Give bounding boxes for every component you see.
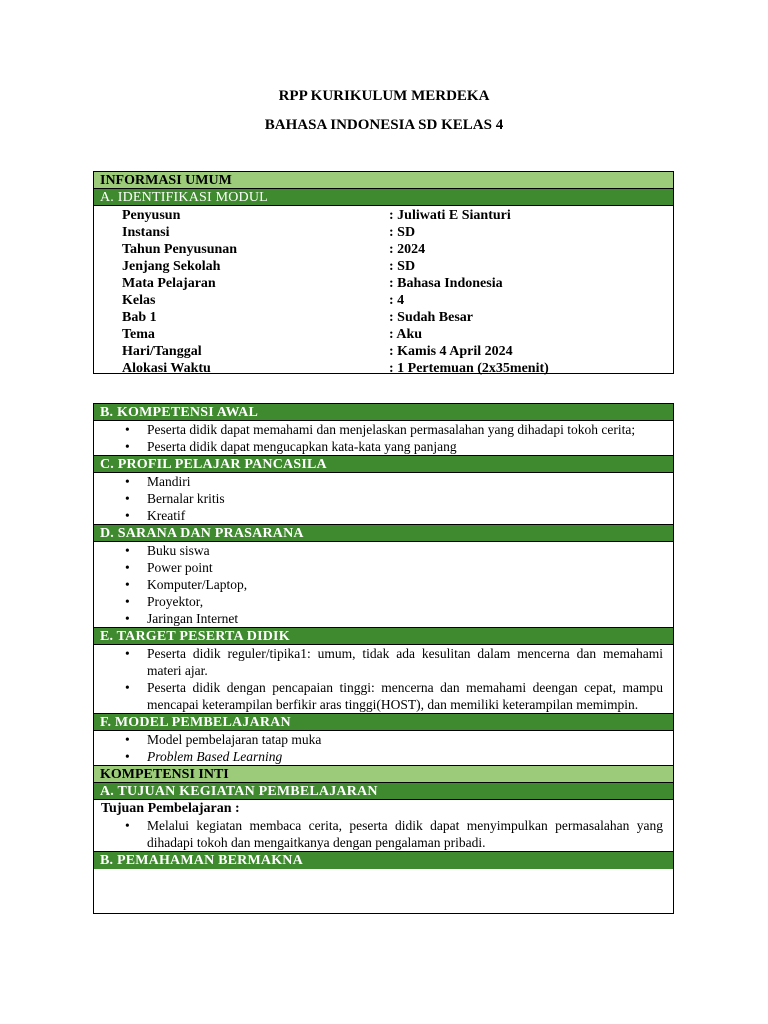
profil-pancasila-body <box>94 473 673 525</box>
ident-label: Bab 1 <box>122 310 157 325</box>
ident-label: Tahun Penyusunan <box>122 242 238 257</box>
bullet-icon: • <box>125 818 130 833</box>
ident-label: Kelas <box>122 293 156 308</box>
tujuan-pembelajaran-label: Tujuan Pembelajaran : <box>101 801 240 816</box>
ident-row <box>122 360 662 377</box>
ident-row <box>122 343 662 360</box>
tujuan-kegiatan-header: A. TUJUAN KEGIATAN PEMBELAJARAN <box>94 783 673 800</box>
list-item: • Model pembelajaran tatap muka <box>125 732 322 747</box>
list-item: • Peserta didik dapat mengucapkan kata-kata yang panjang <box>125 439 457 454</box>
list-item: • Peserta didik dapat memahami dan menjelaskan permasalahan yang dihadapi tokoh cerita; <box>125 422 636 437</box>
identifikasi-modul-header: A. IDENTIFIKASI MODUL <box>94 189 673 206</box>
sarana-prasarana-body <box>94 542 673 628</box>
pemahaman-bermakna-header: B. PEMAHAMAN BERMAKNA <box>94 852 673 869</box>
bullet-icon: • <box>125 732 130 747</box>
bullet-icon: • <box>125 577 130 592</box>
doc-title: RPP KURIKULUM MERDEKA <box>278 88 490 104</box>
profil-pancasila-header: C. PROFIL PELAJAR PANCASILA <box>94 456 673 473</box>
ident-value: : Juliwati E Sianturi <box>389 208 511 223</box>
bullet-icon: • <box>125 680 130 695</box>
list-item: • Peserta didik dengan pencapaian tinggi: mencerna dan memahami deengan cepat, mampu mencapai keterampilan berfikir aras tinggi(HOST), dan memiliki keterampilan memimpin. <box>125 680 663 712</box>
bullet-icon: • <box>125 749 130 764</box>
list-item: • Kreatif <box>125 508 186 523</box>
target-peserta-header: E. TARGET PESERTA DIDIK <box>94 628 673 645</box>
ident-row <box>122 207 662 224</box>
list-item: • Proyektor, <box>125 594 204 609</box>
ident-row <box>122 309 662 326</box>
bullet-icon: • <box>125 560 130 575</box>
list-item: • Melalui kegiatan membaca cerita, peserta didik dapat menyimpulkan permasalahan yang dihadapi tokoh dan mengaitkanya dengan pengalaman pribadi. <box>125 818 663 850</box>
bullet-icon: • <box>125 422 130 437</box>
list-item: • Bernalar kritis <box>125 491 225 506</box>
ident-label: Hari/Tanggal <box>122 344 202 359</box>
ident-row <box>122 292 662 309</box>
kompetensi-awal-body <box>94 421 673 456</box>
list-item: • Problem Based Learning <box>125 749 283 764</box>
ident-value: : Bahasa Indonesia <box>389 276 503 291</box>
kompetensi-inti-header: KOMPETENSI INTI <box>94 766 673 783</box>
ident-value: : SD <box>389 225 416 240</box>
ident-row <box>122 258 662 275</box>
ident-value: : 4 <box>389 293 405 308</box>
kompetensi-awal-header: B. KOMPETENSI AWAL <box>94 404 673 421</box>
komponen-table <box>93 403 674 914</box>
ident-label: Tema <box>122 327 155 342</box>
bullet-icon: • <box>125 543 130 558</box>
list-item: • Komputer/Laptop, <box>125 577 248 592</box>
bullet-icon: • <box>125 491 130 506</box>
bullet-icon: • <box>125 594 130 609</box>
model-pembelajaran-header: F. MODEL PEMBELAJARAN <box>94 714 673 731</box>
informasi-umum-header: INFORMASI UMUM <box>94 172 673 189</box>
ident-value: : 1 Pertemuan (2x35menit) <box>389 361 549 376</box>
ident-row <box>122 326 662 343</box>
ident-value: : SD <box>389 259 416 274</box>
ident-label: Mata Pelajaran <box>122 276 216 291</box>
informasi-umum-table <box>93 171 674 374</box>
list-item: • Jaringan Internet <box>125 611 239 626</box>
list-item: • Mandiri <box>125 474 191 489</box>
ident-value: : Aku <box>389 327 423 342</box>
ident-row <box>122 224 662 241</box>
ident-row <box>122 275 662 292</box>
bullet-icon: • <box>125 439 130 454</box>
target-peserta-body <box>94 645 673 714</box>
ident-value: : 2024 <box>389 242 426 257</box>
identifikasi-modul-body <box>94 206 673 374</box>
ident-row <box>122 241 662 258</box>
model-pembelajaran-body <box>94 731 673 766</box>
tujuan-kegiatan-body <box>94 800 673 852</box>
ident-value: : Sudah Besar <box>389 310 474 325</box>
ident-label: Penyusun <box>122 208 181 223</box>
ident-label: Jenjang Sekolah <box>122 259 221 274</box>
list-item: • Peserta didik reguler/tipika1: umum, tidak ada kesulitan dalam mencerna dan memahami materi ajar. <box>125 646 663 678</box>
bullet-icon: • <box>125 646 130 661</box>
doc-subtitle: BAHASA INDONESIA SD KELAS 4 <box>264 117 504 133</box>
ident-label: Alokasi Waktu <box>122 361 211 376</box>
sarana-prasarana-header: D. SARANA DAN PRASARANA <box>94 525 673 542</box>
bullet-icon: • <box>125 611 130 626</box>
bullet-icon: • <box>125 474 130 489</box>
ident-label: Instansi <box>122 225 170 240</box>
bullet-icon: • <box>125 508 130 523</box>
ident-value: : Kamis 4 April 2024 <box>389 344 513 359</box>
list-item: • Power point <box>125 560 213 575</box>
list-item: • Buku siswa <box>125 543 210 558</box>
